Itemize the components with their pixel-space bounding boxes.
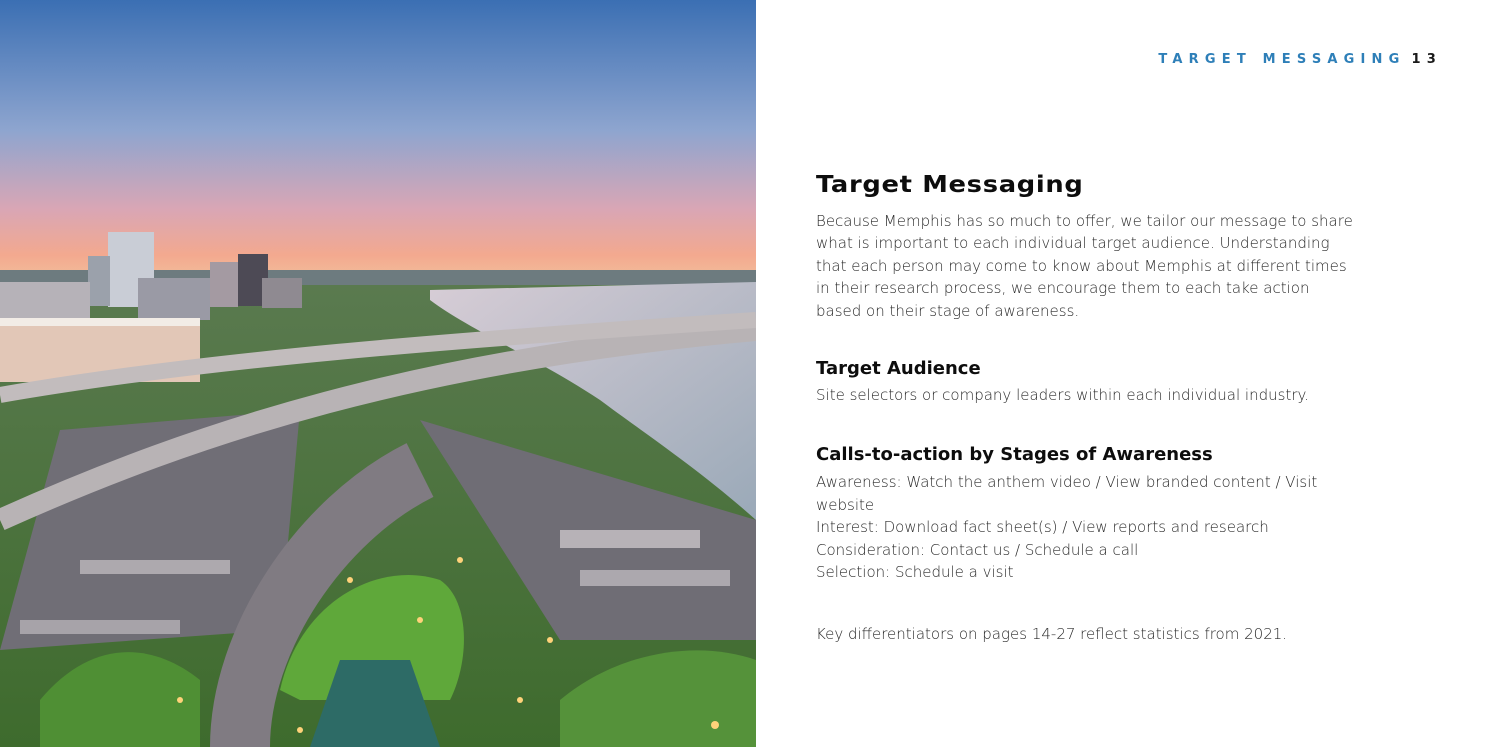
target-audience-title: Target Audience bbox=[816, 358, 981, 380]
page-title: Target Messaging bbox=[816, 172, 1084, 198]
calls-to-action-title: Calls-to-action by Stages of Awareness bbox=[816, 444, 1213, 466]
target-audience-text: Site selectors or company leaders within each individual industry. bbox=[816, 386, 1310, 405]
cta-line-interest: Interest: Download fact sheet(s) / View reports and research bbox=[816, 518, 1269, 537]
section-label: TARGET MESSAGING bbox=[1158, 52, 1406, 67]
page-header bbox=[1158, 52, 1442, 67]
footnote: Key differentiators on pages 14-27 reflect statistics from 2021. bbox=[816, 625, 1288, 644]
cta-line-selection: Selection: Schedule a visit bbox=[816, 563, 1014, 582]
main-content bbox=[816, 172, 1376, 646]
target-audience-section bbox=[816, 358, 1376, 406]
cta-line-awareness: Awareness: Watch the anthem video / View branded content / Visit website bbox=[816, 473, 1318, 514]
calls-to-action-section bbox=[816, 444, 1376, 583]
intro-paragraph: Because Memphis has so much to offer, we tailor our message to share what is important to each individual target audience. Understanding that each person may come to know about Memphis at different times in their research process, we encourage them to each take action based on their stage of awareness. bbox=[816, 212, 1353, 320]
page-number: 13 bbox=[1411, 52, 1442, 67]
cta-line-consideration: Consideration: Contact us / Schedule a call bbox=[816, 540, 1139, 559]
